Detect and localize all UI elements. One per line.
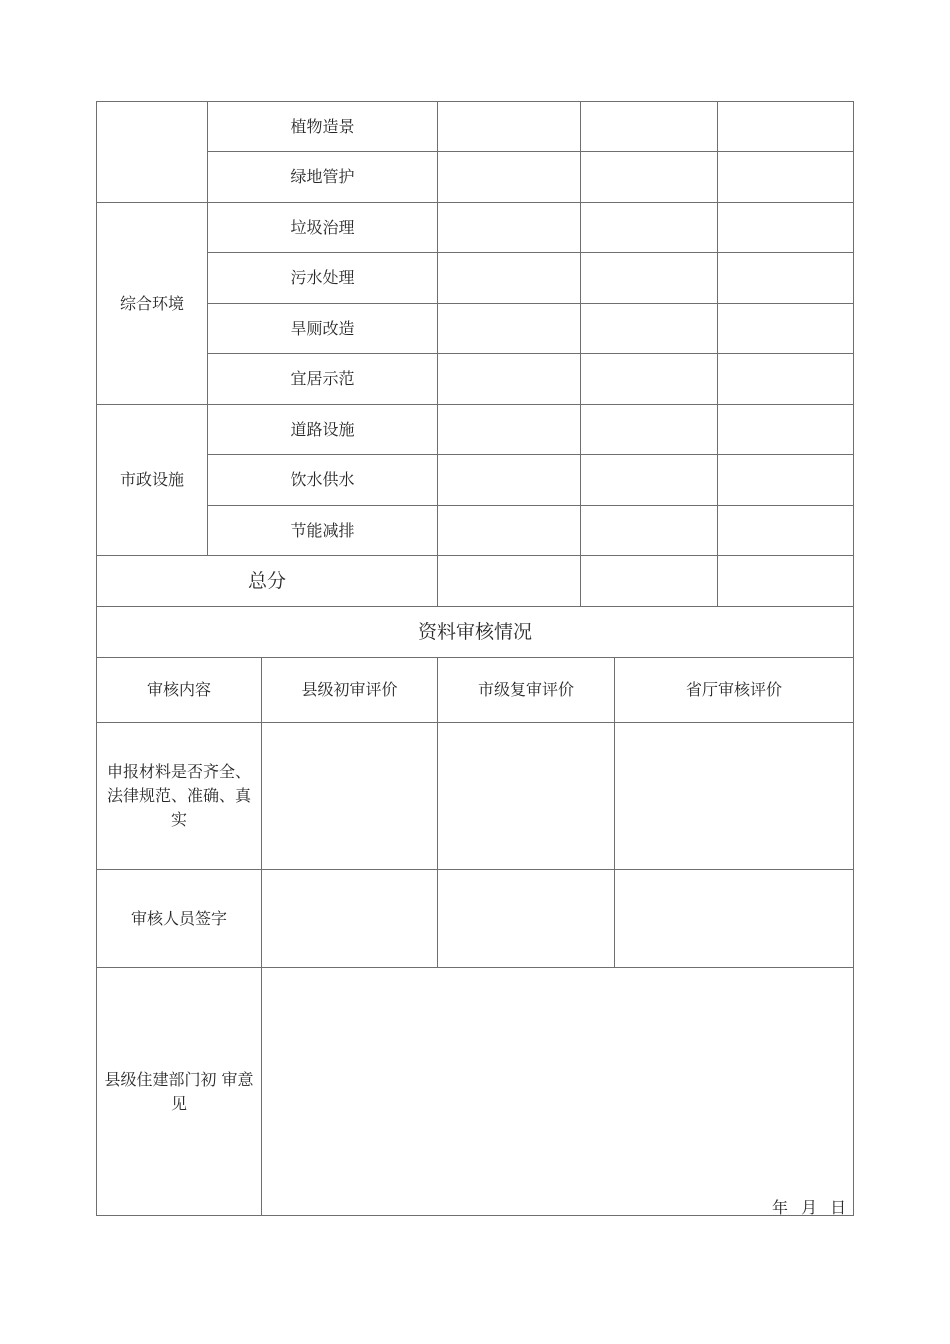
total-label: 总分 [247, 570, 286, 592]
review-header-cell [615, 658, 853, 722]
item-label: 饮水供水 [290, 470, 355, 489]
item-label: 旱厕改造 [290, 318, 355, 338]
item-cell [208, 304, 437, 353]
column-divider [580, 101, 581, 606]
group-label: 市政设施 [119, 470, 184, 489]
column-divider [717, 101, 718, 606]
group-cell [97, 405, 207, 555]
item-cell [208, 506, 437, 555]
opinion-date: 年 月 日 [772, 1198, 851, 1217]
group-cell [97, 102, 207, 202]
review-header-cell [97, 658, 261, 722]
item-label: 污水处理 [290, 268, 355, 287]
column-divider [437, 101, 438, 606]
item-cell [208, 203, 437, 252]
item-cell [208, 253, 437, 303]
group-label: 综合环境 [119, 293, 184, 313]
review-title-cell [97, 607, 853, 657]
review-section-title: 资料审核情况 [417, 621, 532, 643]
item-label: 垃圾治理 [290, 217, 355, 237]
group-cell [97, 203, 207, 404]
item-label: 节能减排 [290, 520, 355, 540]
item-cell [208, 354, 437, 404]
opinion-label-cell [100, 968, 258, 1215]
review-header-province: 省厅审核评价 [685, 680, 782, 699]
item-label: 道路设施 [290, 419, 355, 439]
item-label: 绿地管护 [290, 167, 355, 186]
review-row-label-cell [104, 723, 254, 869]
total-cell [97, 556, 437, 606]
review-header-cell [438, 658, 614, 722]
item-label: 宜居示范 [290, 369, 355, 388]
review-header-content: 审核内容 [146, 680, 211, 699]
review-row-label-cell [97, 870, 261, 967]
review-row-signature-label: 审核人员签字 [130, 908, 227, 928]
review-header-cell [262, 658, 437, 722]
item-cell [208, 405, 437, 454]
review-header-county: 县级初审评价 [301, 680, 398, 699]
item-cell [208, 455, 437, 505]
column-divider [261, 657, 262, 1215]
table-border [96, 1215, 854, 1216]
item-label: 植物造景 [290, 116, 355, 136]
opinion-label: 县级住建部门初 审意见 [104, 1069, 254, 1113]
review-header-city: 市级复审评价 [477, 680, 574, 699]
item-cell [208, 152, 437, 202]
item-cell [208, 102, 437, 151]
review-row-materials-label: 申报材料是否齐全、法律规范、准确、真实 [106, 762, 251, 829]
table-border [853, 101, 854, 1216]
